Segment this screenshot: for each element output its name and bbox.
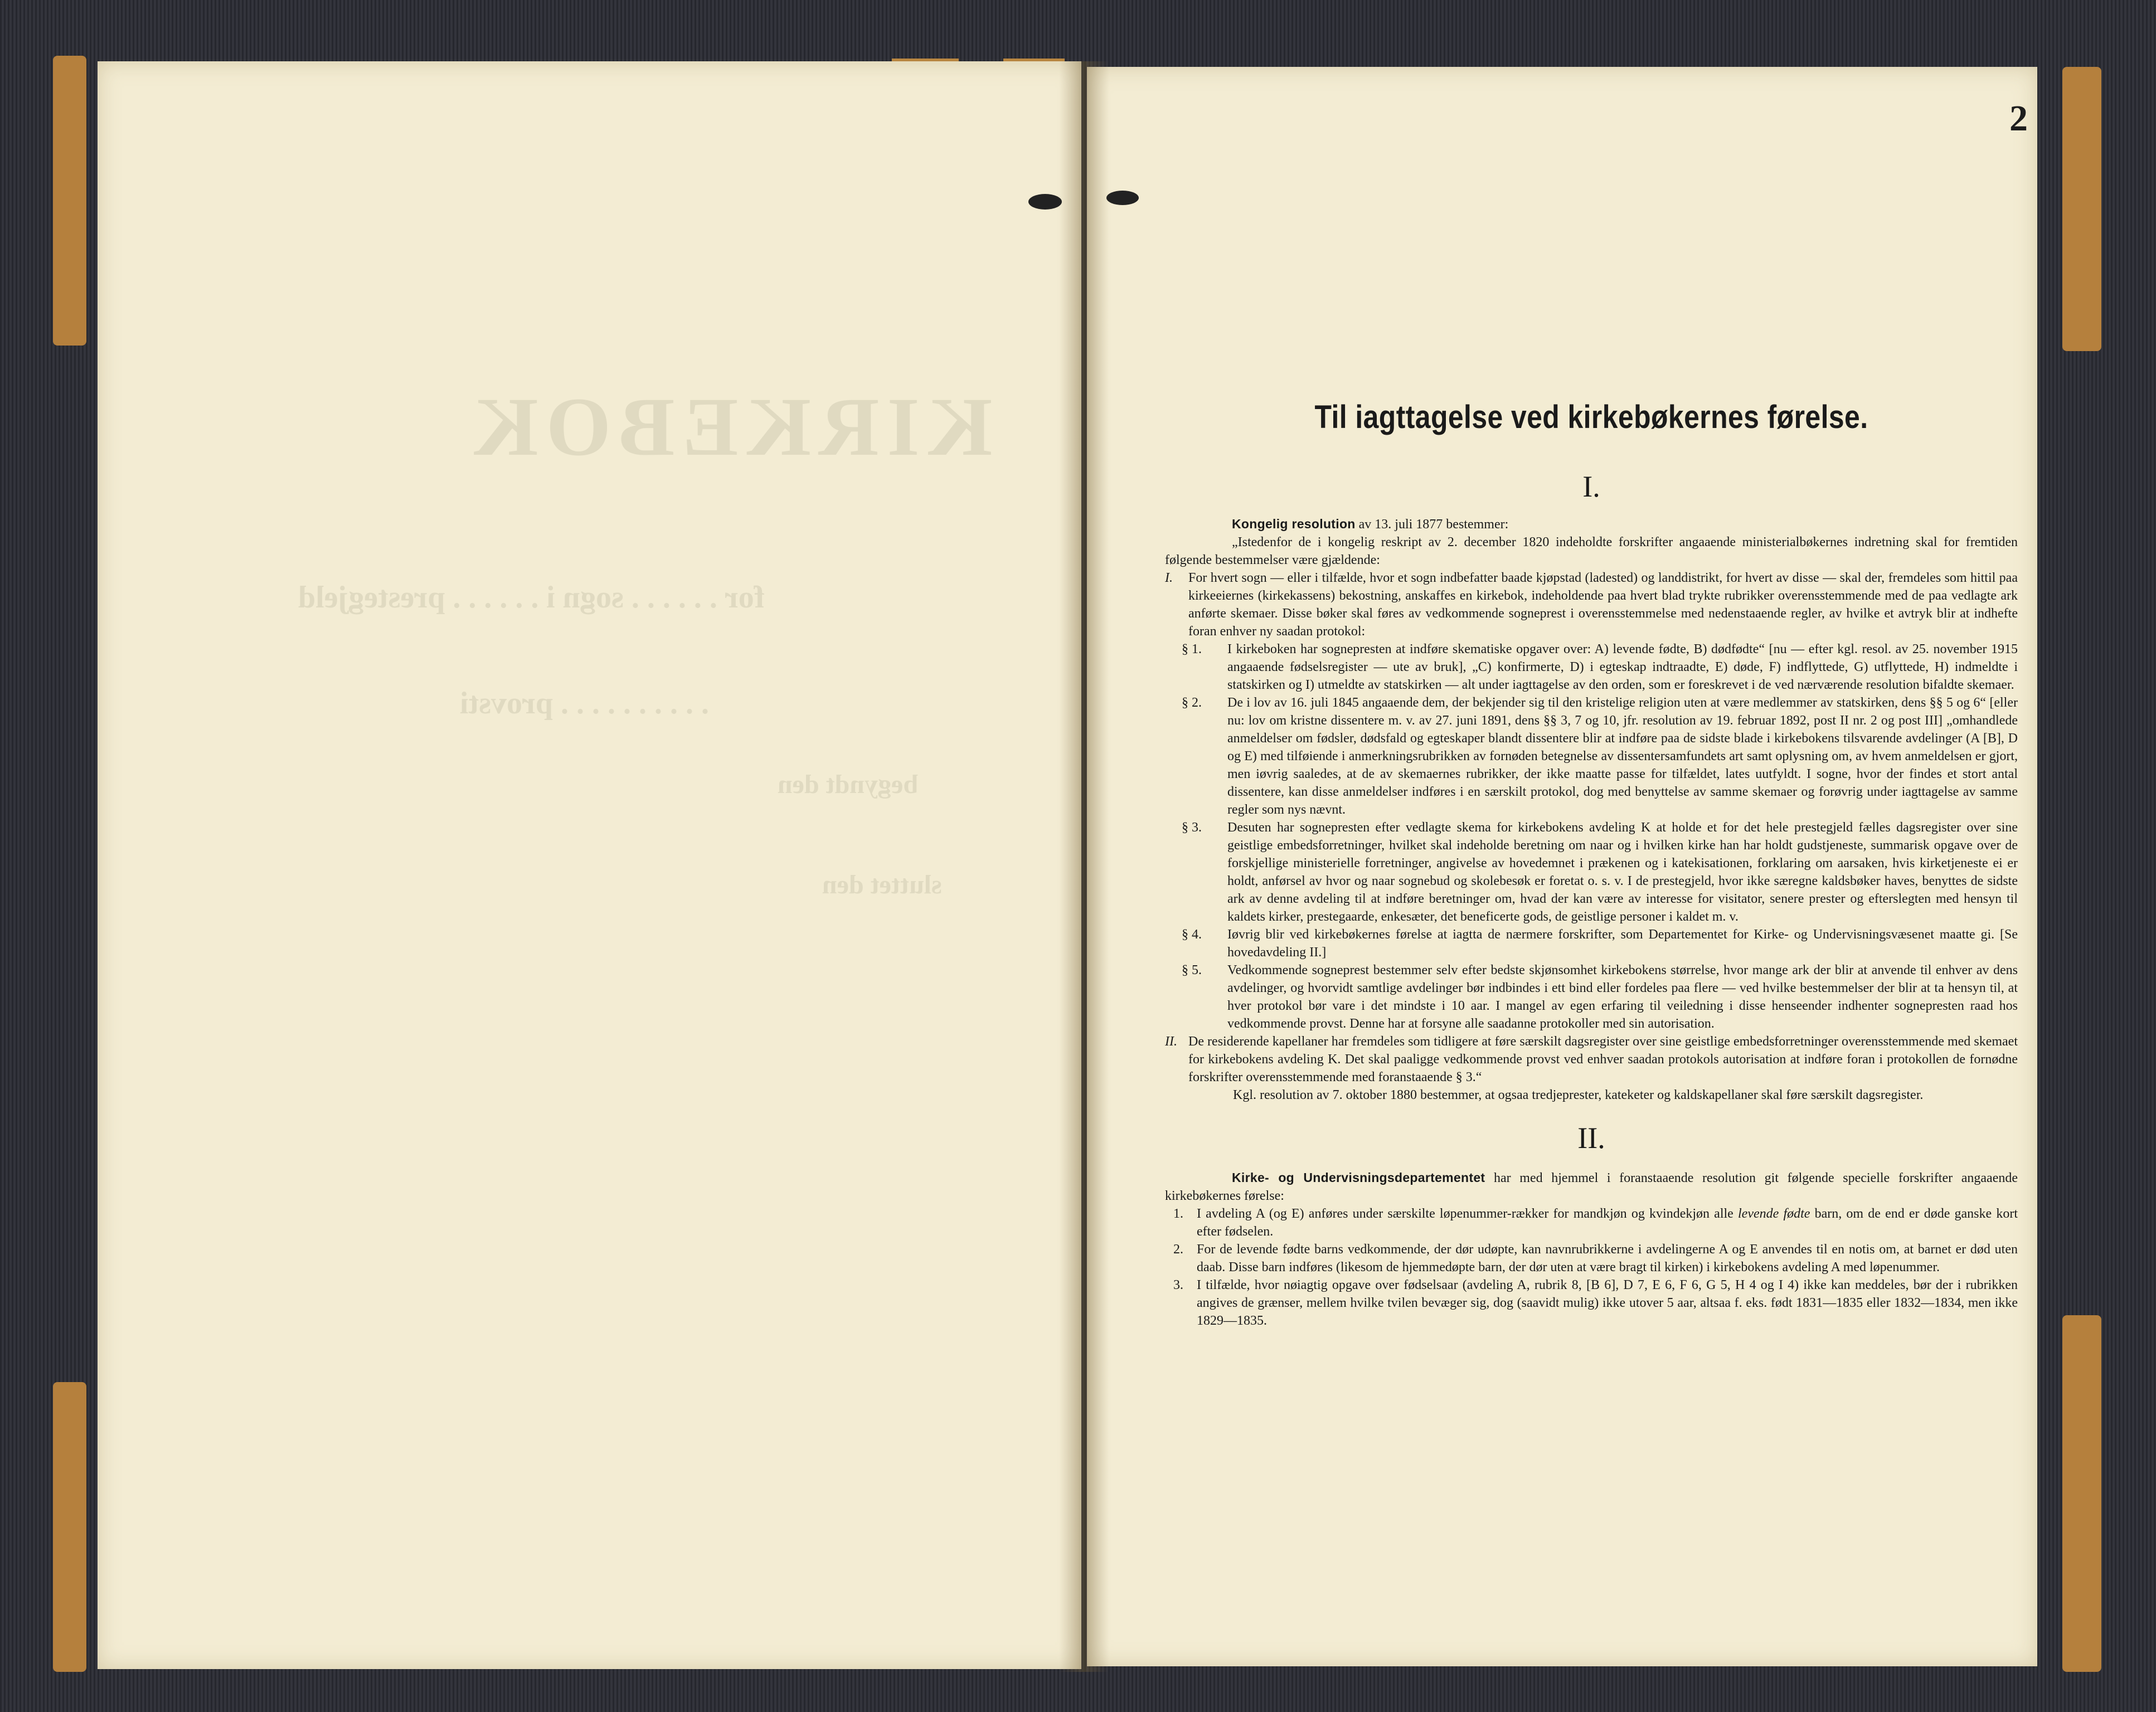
item-emphasis: levende fødte bbox=[1738, 1207, 1810, 1221]
bleed-through-line: begyndt den bbox=[778, 770, 919, 799]
left-page bbox=[98, 61, 1081, 1669]
item-text: For de levende fødte barns vedkommende, der dør udøpte, kan navnrubrikkerne i avdelingerne A og E anvendes til en notis om, at barnet er død uten daab. Disse barn indføres (likesom de hjemmedøpte barn, der dør uten at være bragt til kirken) i kirkebokens avdeling A med løpenummer. bbox=[1197, 1242, 2018, 1275]
paragraph-marker: § 2. bbox=[1182, 696, 1202, 710]
quote-intro: „Istedenfor de i kongelig reskript av 2. december 1820 indeholdte forskrifter angaaende ministerialbøkernes indretning skal for fremtiden følgende bestemmelser være gjældende: bbox=[1165, 535, 2018, 567]
paragraph-marker: § 1. bbox=[1182, 642, 1202, 656]
item-text: I tilfælde, hvor nøiagtig opgave over fødselsaar (avdeling A, rubrik 8, [B 6], D 7, E 6, F 6, G 5, H 4 og I 4) ikke kan meddeles, bør der i rubrikken angives de grænser, mellem hvilke tvilen bevæger sig, dog (saavidt mulig) ikke utover 5 aar, altsaa f. eks. født 1831—1835 eller 1832—1834, men ikke 1829—1835. bbox=[1197, 1278, 2018, 1328]
intro-rest: har med hjemmel i foranstaaende resolution git følgende specielle forskrifter angaaende kirkebøkernes førelse: bbox=[1165, 1171, 2018, 1203]
section-heading: II. bbox=[1577, 1121, 1605, 1155]
book-gutter bbox=[1059, 61, 1109, 1672]
numbered-item bbox=[1173, 1276, 2018, 1330]
paragraph-text: Desuten har sognepresten efter vedlagte skema for kirkebokens avdeling K at holde et for det hele prestegjeld fælles dagsregister over sine geistlige embedsforretninger, hvilket skal indeholde beretning om naar og i hvilken kirke han har holdt gudstjeneste, summarisk opgave over de forskjellige ministerielle forretninger, angivelse av hovedemnet i prækenen og i katekisationen, forklaring om aarsaken, hvis kirketjeneste ei er holdt, anførsel av hvor og naar sognebud og skolebesøk er foretat o. s. v. I de prestegjeld, hvor ikke særegne kaldsbøker haves, benyttes de sidste ark av denne avdeling til at indføre beretninger om, hvad der kan være av interesse for visitator, senere prester og efterslegten med hensyn til kaldets kirker, prestegaarde, enkesæter, det beneficerte gods, de geistlige personer i kaldet m. v. bbox=[1227, 820, 2018, 924]
bleed-through-line: . . . . . . . . . . provsti bbox=[460, 686, 709, 721]
numbered-item bbox=[1173, 1205, 2018, 1241]
paragraph-text: De i lov av 16. juli 1845 angaaende dem, der bekjender sig til den kristelige religion uten at være medlemmer av statskirken, dens §§ 5 og 6“ [eller nu: lov om kristne dissentere m. v. av 27. juni 1891, dens §§ 3, 7 og 10, jfr. resolution av 19. februar 1892, post II nr. 2 og post III] „omhandlede anmeldelser om fødsler, dødsfald og egteskaper blandt dissentere blir at indføre paa de sidste blade i kirkebokens tilsvarende avdelinger (A [B], D og E) med tilføiende i anmerkningsrubrikken av fornøden betegnelse av dissentersamfundets art samt oplysning om, av hvem anmeldelsen er gjort, men iøvrig saaledes, at de av skemaernes rubrikker, der ikke maatte passe for tilfældet, lates uutfyldt. I sogne, hvor der findes et stort antal dissentere, kan disse anmeldelser indføres i en særskilt protokol, dog med benyttelse av samme skemaer og forøvrig under iagttagelse av samme regler som nys nævnt. bbox=[1227, 696, 2018, 817]
leather-corner-bottom-left bbox=[53, 1382, 86, 1672]
document-title: Til iagttagelse ved kirkebøkernes førelse. bbox=[1314, 399, 1868, 435]
paragraph-item bbox=[1182, 819, 2018, 926]
bleed-through-line: sluttet den bbox=[822, 870, 942, 899]
bleed-through-title: KIRKEBOK bbox=[465, 381, 993, 473]
intro-rest: av 13. juli 1877 bestemmer: bbox=[1355, 517, 1509, 532]
page-number: 2 bbox=[2009, 98, 2028, 139]
item-marker: 1. bbox=[1173, 1207, 1183, 1221]
paragraph-item bbox=[1182, 640, 2018, 694]
leather-corner-bottom-right bbox=[2062, 1315, 2101, 1672]
paragraph-item bbox=[1182, 926, 2018, 961]
printed-instructions bbox=[1165, 398, 2018, 1330]
intro-lead: Kongelig resolution bbox=[1232, 517, 1356, 531]
paragraph-item bbox=[1182, 694, 2018, 819]
part-marker: I. bbox=[1165, 571, 1173, 585]
bleed-through-line: for . . . . . . sogn i . . . . . . prestegjeld bbox=[298, 580, 765, 615]
part-two bbox=[1165, 1033, 2018, 1086]
closing-note: Kgl. resolution av 7. oktober 1880 bestemmer, at ogsaa tredjeprester, kateketer og kaldskapellaner skal føre særskilt dagsregister. bbox=[1233, 1088, 1924, 1102]
paragraph-text: Iøvrig blir ved kirkebøkernes førelse at iagtta de nærmere forskrifter, som Departementet for Kirke- og Undervisningsvæsenet maatte gi. [Se hovedavdeling II.] bbox=[1227, 927, 2018, 960]
leather-corner-top-right bbox=[2062, 67, 2101, 351]
item-text-after: barn, om de end er døde ganske kort efter fødselen. bbox=[1197, 1207, 2018, 1239]
part-marker: II. bbox=[1165, 1034, 1177, 1049]
part-one bbox=[1165, 569, 2018, 640]
paragraph-marker: § 4. bbox=[1182, 927, 1202, 942]
paragraph-item bbox=[1182, 961, 2018, 1033]
section-heading: I. bbox=[1582, 470, 1600, 503]
part-text: De residerende kapellaner har fremdeles som tidligere at føre særskilt dagsregister over sine geistlige embedsforretninger overensstemmende med skemaet for kirkebokens avdeling K. Det skal paaligge vedkommende provst ved enhver saadan protokols autorisation at indføre foran i protokollen de fornødne forskrifter overensstemmende med foranstaaende § 3.“ bbox=[1188, 1034, 2018, 1084]
paragraph-text: I kirkeboken har sognepresten at indføre skematiske opgaver over: A) levende fødte, B) dødfødte“ [nu — efter kgl. resol. av 25. november 1915 angaaende fødselsregister — ute av bruk], „C) konfirmerte, D) i egteskap indtraadte, E) døde, F) indflyttede, G) utflyttede, H) indmeldte i statskirken og I) utmeldte av statskirken — alt under iagttagelse av den orden, som er foreskrevet i de ved nærværende resolution bifaldte skemaer. bbox=[1227, 642, 2018, 692]
item-text: I avdeling A (og E) anføres under særskilte løpenummer-rækker for mandkjøn og kvindekjøn alle bbox=[1197, 1207, 1738, 1221]
paragraph-marker: § 3. bbox=[1182, 820, 1202, 835]
binding-thread bbox=[1028, 194, 1062, 210]
part-text: For hvert sogn — eller i tilfælde, hvor et sogn indbefatter baade kjøpstad (ladested) og landdistrikt, for hvert av disse — skal der, fremdeles som hittil paa kirkeeiernes (kirkekassens) bekostning, anskaffes en kirkebok, indeholdende paa hvert blad trykte rubrikker overensstemmende med de paa vedlagte ark anførte skemaer. Disse bøker skal føres av vedkommende sogneprest i overensstemmelse med nedenstaaende regler, av hvilke et avtryk blir at indhefte foran enhver ny saadan protokol: bbox=[1188, 571, 2018, 639]
binding-thread bbox=[1106, 191, 1139, 205]
paragraph-text: Vedkommende sogneprest bestemmer selv efter bedste skjønsomhet kirkebokens størrelse, hvor mange ark der blir at anvende til enhver av dens avdelinger, og hvorvidt samtlige avdelinger bør indbindes i ett bind eller fordeles paa flere — ved hvilke bestemmelser der blir at ta hensyn til, at hver protokol bør vare i det mindste i 10 aar. I mangel av egen erfaring til veiledning i disse henseender indhenter sognepresten raad hos vedkommende provst. Denne har at forsyne alle saadanne protokoller med sin autorisation. bbox=[1227, 963, 2018, 1031]
paragraph-marker: § 5. bbox=[1182, 963, 1202, 977]
section-intro bbox=[1165, 1169, 2018, 1205]
leather-corner-top-left bbox=[53, 56, 86, 346]
intro-lead: Kirke- og Undervisningsdepartementet bbox=[1232, 1170, 1485, 1185]
section-intro bbox=[1165, 515, 2018, 533]
item-marker: 3. bbox=[1173, 1278, 1183, 1292]
numbered-item bbox=[1173, 1241, 2018, 1276]
item-marker: 2. bbox=[1173, 1242, 1183, 1257]
